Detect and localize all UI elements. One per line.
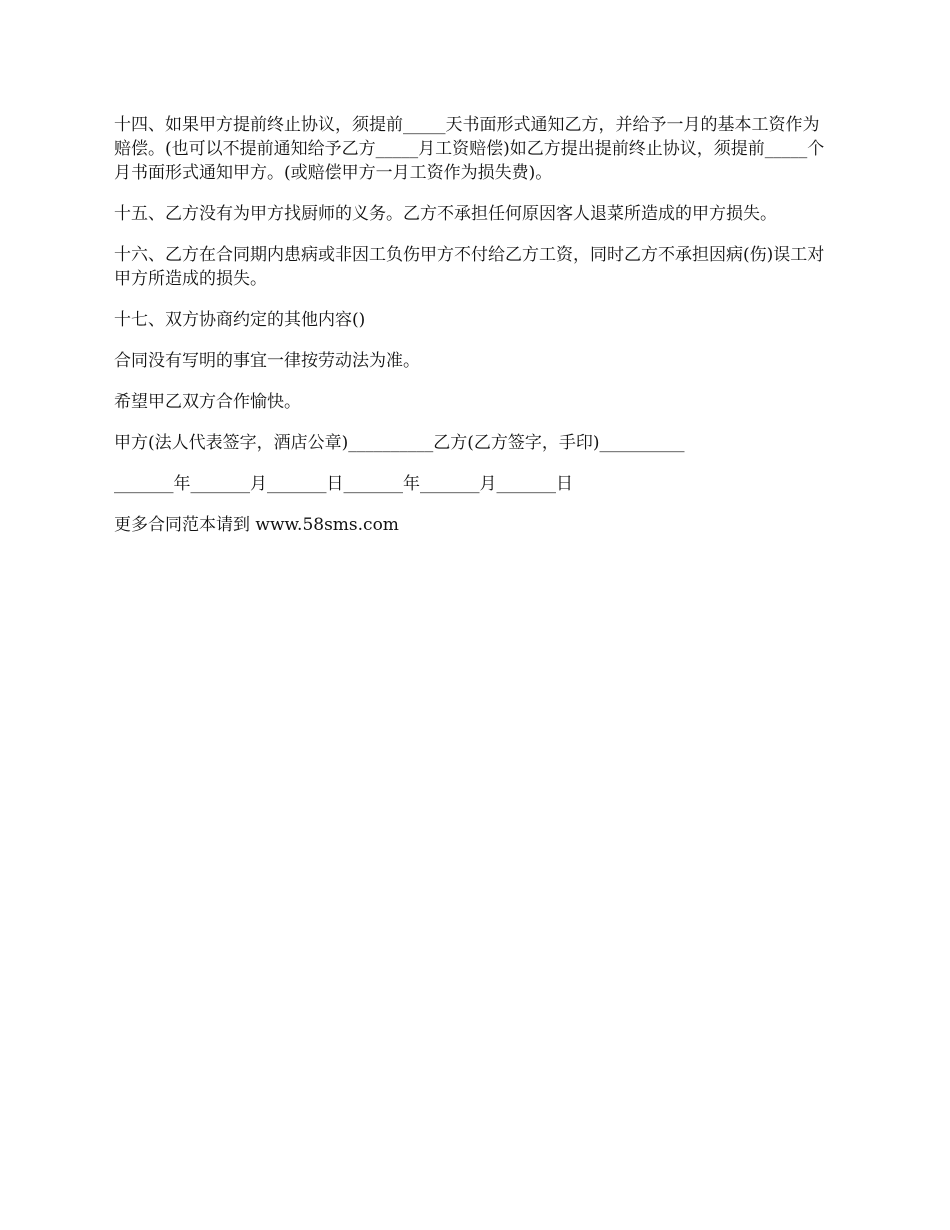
cooperation-wish: 希望甲乙双方合作愉快。 (114, 392, 301, 412)
clause-15: 十五、乙方没有为甲方找厨师的义务。乙方不承担任何原因客人退菜所造成的甲方损失。 (114, 204, 777, 224)
contract-body (114, 113, 836, 554)
labor-law-note: 合同没有写明的事宜一律按劳动法为准。 (114, 351, 420, 371)
clause-16: 十六、乙方在合同期内患病或非因工负伤甲方不付给乙方工资，同时乙方不承担因病(伤)误工对甲方所造成的损失。 (114, 245, 825, 289)
signature-line: 甲方(法人代表签字，酒店公章)__________乙方(乙方签字，手印)__________ (114, 433, 685, 453)
clause-17: 十七、双方协商约定的其他内容() (114, 310, 366, 330)
clause-14: 十四、如果甲方提前终止协议，须提前_____天书面形式通知乙方，并给予一月的基本工资作为赔偿。(也可以不提前通知给予乙方_____月工资赔偿)如乙方提出提前终止协议，须提前_____个月书面形式通知甲方。(或赔偿甲方一月工资作为损失费)。 (114, 115, 825, 183)
footer-note: 更多合同范本请到 www.58sms.com (114, 515, 399, 535)
date-line: _______年_______月_______日_______年_______月_______日 (114, 474, 573, 494)
